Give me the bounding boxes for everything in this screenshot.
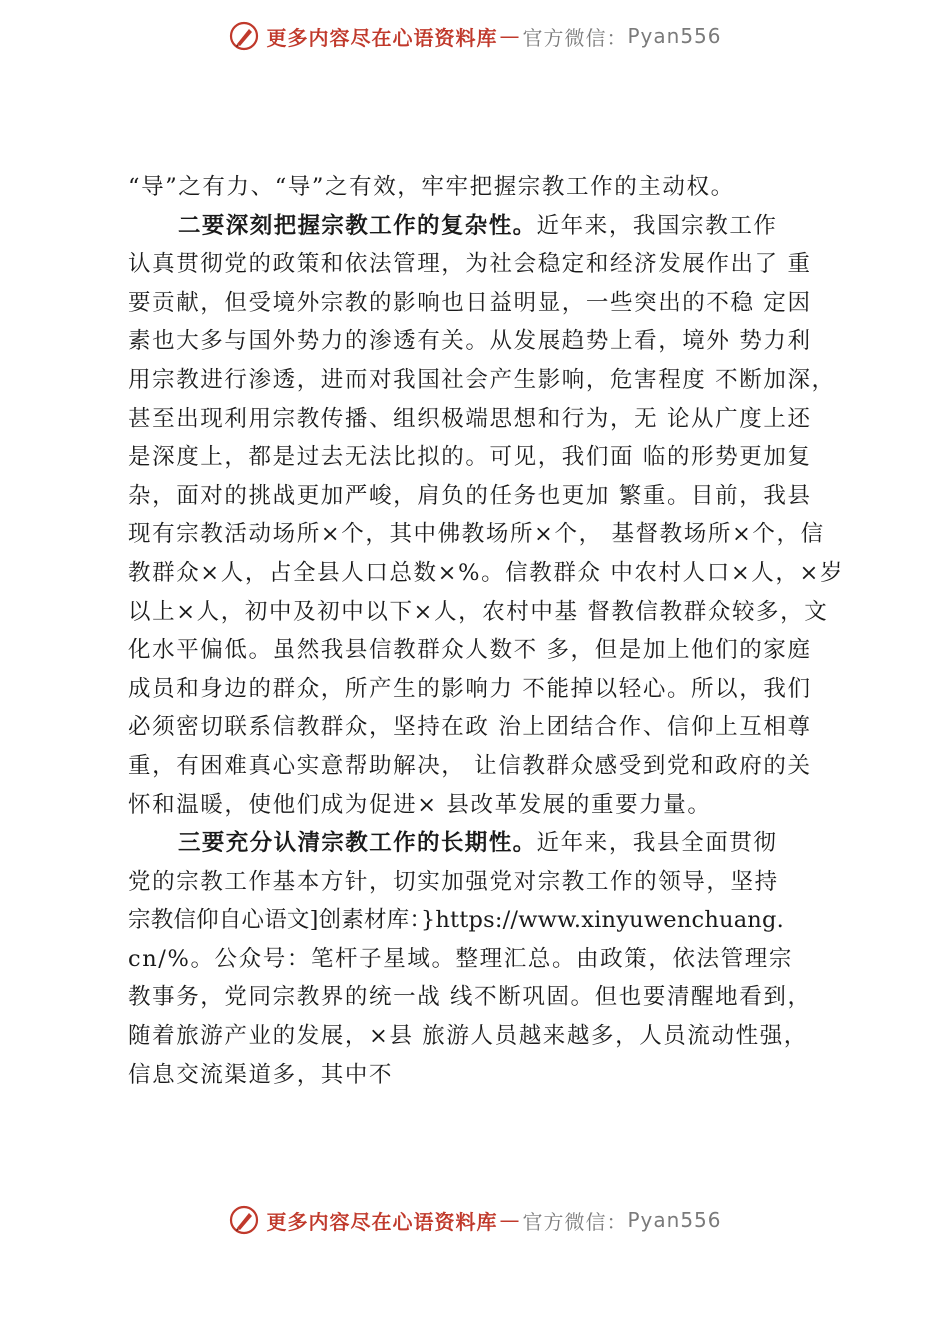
paragraph-3-first-line <box>128 824 840 863</box>
text-line: 怀和温暖，使他们成为促进× 县改革发展的重要力量。 <box>128 791 712 818</box>
banner-text <box>266 22 721 51</box>
text-line: 要贡献，但受境外宗教的影响也日益明显，一些突出的不稳 定因 <box>128 289 812 316</box>
document-body <box>128 168 845 1094</box>
pen-logo-icon <box>228 1204 260 1236</box>
banner-official-label: 官方微信： <box>522 25 628 50</box>
text-line: 重，有困难真心实意帮助解决， 让信教群众感受到党和政府的关 <box>128 752 812 779</box>
text-line: 以上×人，初中及初中以下×人，农村中基 督教信教群众较多，文 <box>128 598 829 625</box>
text-line: 甚至出现利用宗教传播、组织极端思想和行为，无 论从广度上还 <box>128 405 812 432</box>
text-line: 必须密切联系信教群众，坚持在政 治上团结合作、信仰上互相尊 <box>128 714 812 741</box>
text-line: 随着旅游产业的发展，×县 旅游人员越来越多，人员流动性强， <box>128 1023 808 1050</box>
banner-wechat-id: Pyan556 <box>627 1208 722 1232</box>
text-line: 现有宗教活动场所×个，其中佛教场所×个， 基督教场所×个，信 <box>128 521 825 548</box>
header-banner <box>0 14 950 58</box>
banner-text <box>266 1206 721 1235</box>
text-line: 用宗教进行渗透，进而对我国社会产生影响，危害程度 不断加深， <box>128 366 836 393</box>
banner-brand: 更多内容尽在心语资料库 <box>266 25 498 50</box>
text-line-rest: 近年来，我国宗教工作 <box>536 212 778 239</box>
text-line: cn/%。公众号：笔杆子星域。整理汇总。由政策，依法管理宗 <box>128 945 793 972</box>
paragraph-heading: 二要深刻把握宗教工作的复杂性。 <box>178 212 537 239</box>
banner-dash: — <box>499 1208 521 1232</box>
text-line: 素也大多与国外势力的渗透有关。从发展趋势上看，境外 势力利 <box>128 328 812 355</box>
text-line-rest: 近年来，我县全面贯彻 <box>536 830 778 857</box>
text-line: 教事务，党同宗教界的统一战 线不断巩固。但也要清醒地看到， <box>128 984 812 1011</box>
text-line: 成员和身边的群众，所产生的影响力 不能掉以轻心。所以，我们 <box>128 675 812 702</box>
pen-logo-icon <box>228 20 260 52</box>
text-line: 杂，面对的挑战更加严峻，肩负的任务也更加 繁重。目前，我县 <box>128 482 812 509</box>
text-line: 认真贯彻党的政策和依法管理，为社会稳定和经济发展作出了 重 <box>128 251 812 278</box>
banner-brand: 更多内容尽在心语资料库 <box>266 1209 498 1234</box>
footer-banner <box>0 1198 950 1242</box>
banner-dash: — <box>499 24 521 48</box>
text-line: 信息交流渠道多，其中不 <box>128 1061 394 1088</box>
text-line: 宗教信仰自心语文]创素材库：}https://www.xinyuwenchuang. <box>128 907 784 934</box>
paragraph-heading: 三要充分认清宗教工作的长期性。 <box>178 830 537 857</box>
text-line: 是深度上，都是过去无法比拟的。可见，我们面 临的形势更加复 <box>128 444 812 471</box>
text-line: “导”之有力、“导”之有效，牢牢把握宗教工作的主动权。 <box>128 174 735 200</box>
banner-wechat-id: Pyan556 <box>627 24 722 48</box>
text-line: 化水平偏低。虽然我县信教群众人数不 多，但是加上他们的家庭 <box>128 637 812 664</box>
text-line: 党的宗教工作基本方针，切实加强党对宗教工作的领导，坚持 <box>128 868 779 895</box>
text-line: 教群众×人，占全县人口总数×%。信教群众 中农村人口×人，×岁 <box>128 559 845 586</box>
paragraph-2-first-line <box>128 207 840 246</box>
banner-official-label: 官方微信： <box>522 1209 628 1234</box>
